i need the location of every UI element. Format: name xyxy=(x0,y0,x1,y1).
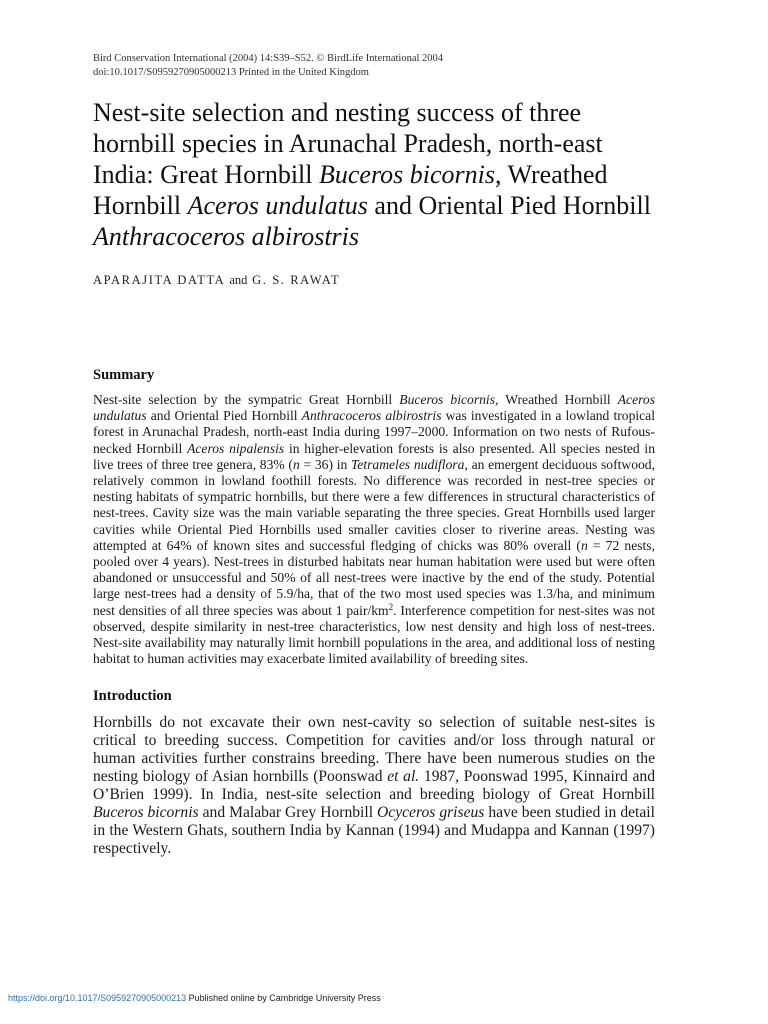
author-2: G. S. RAWAT xyxy=(252,273,341,287)
journal-header xyxy=(93,52,655,80)
introduction-paragraph xyxy=(93,714,655,858)
article-page xyxy=(93,52,655,858)
summary-italic-5: n xyxy=(292,456,300,472)
summary-paragraph xyxy=(93,392,655,667)
intro-text-1: Hornbills do not excavate their own nest-cavity so selection of suitable nest-sites is critical to breeding success. Competition for cavities and/or loss through natural or human activities further constrains breeding. There have been numerous studies on the nesting biology of Asian hornbills (Poonswad xyxy=(93,714,655,786)
journal-citation: Bird Conservation International (2004) 14:S39–S52. © BirdLife International 2004 xyxy=(93,53,444,64)
summary-text-9: . Interference competition for nest-sites was not observed, despite similarity in nest-tree characteristics, low nest density and high loss of nest-trees. Nest-site availability may naturally limit hornbill populations in the area, and additional loss of nesting habitat to human activities may exacerbate limited availability of breeding sites. xyxy=(93,602,655,667)
page-footer xyxy=(8,993,381,1003)
summary-text-8: = 72 nests, pooled over 4 years). Nest-trees in disturbed habitats near human habitation were used but were often abandoned or unsuccessful and 50% of all nest-trees were inactive by the end of the study. Potential large nest-trees had a density of 5.9/ha, that of the two most used species was 1.3/ha, and minimum nest densities of all three species was about 1 pair/km xyxy=(93,537,655,618)
intro-italic-3: Ocyceros griseus xyxy=(377,804,485,822)
title-species-2: Aceros undulatus xyxy=(187,191,368,220)
intro-text-2: 1987, Poonswad 1995, Kinnaird and O’Brien 1999). In India, nest-site selection and breeding biology of Great Hornbill xyxy=(93,768,655,804)
summary-italic-7: n xyxy=(580,537,588,553)
intro-text-3: and Malabar Grey Hornbill xyxy=(198,804,378,822)
published-note: Published online by Cambridge University Press xyxy=(186,993,381,1003)
title-species-1: Buceros bicornis xyxy=(319,160,495,189)
author-conjunction: and xyxy=(229,273,248,287)
summary-italic-4: Aceros nipalensis xyxy=(187,440,285,456)
summary-text-2: , Wreathed Hornbill xyxy=(494,392,618,407)
title-text-1: Nest-site selection and nesting success of three hornbill species in Arunachal Pradesh, north-east India: Great Hornbill xyxy=(93,98,603,189)
title-species-3: Anthracoceros albirostris xyxy=(93,222,360,251)
journal-doi: doi:10.1017/S0959270905000213 Printed in the United Kingdom xyxy=(93,67,369,78)
intro-text-4: have been studied in detail in the Western Ghats, southern India by Kannan (1994) and Mudappa and Kannan (1997) respectively. xyxy=(93,804,655,858)
author-1: APARAJITA DATTA xyxy=(93,273,225,287)
author-list xyxy=(93,273,655,288)
summary-heading: Summary xyxy=(93,367,155,383)
intro-italic-1: et al. xyxy=(387,768,420,786)
introduction-heading: Introduction xyxy=(93,688,172,705)
summary-text-4: was investigated in a lowland tropical forest in Arunachal Pradesh, north-east India during 1997–2000. Information on two nests of Rufous-necked Hornbill xyxy=(93,408,655,456)
summary-text-7: , an emergent deciduous softwood, relatively common in lowland foothill forests. No difference was recorded in nest-tree species or nesting habitats of sympatric hornbills, but there were a few differences in structural characteristics of nest-trees. Cavity size was the main variable separating the three species. Great Hornbills used larger cavities while Oriental Pied Hornbills used smaller cavities closer to riverine areas. Nesting was attempted at 64% of known sites and successful fledging of chicks was 80% overall ( xyxy=(93,456,655,553)
summary-italic-1: Buceros bicornis xyxy=(399,392,495,407)
summary-italic-3: Anthracoceros albirostris xyxy=(301,408,442,424)
summary-italic-2: Aceros undulatus xyxy=(93,392,655,424)
summary-text-1: Nest-site selection by the sympatric Great Hornbill xyxy=(93,392,400,407)
summary-text-6: = 36) in xyxy=(299,456,351,472)
article-title xyxy=(93,97,655,252)
intro-italic-2: Buceros bicornis xyxy=(93,804,199,822)
doi-link[interactable]: https://doi.org/10.1017/S0959270905000213 xyxy=(8,993,187,1003)
title-text-2: , Wreathed Hornbill xyxy=(93,160,608,220)
summary-text-3: and Oriental Pied Hornbill xyxy=(146,408,302,424)
summary-italic-6: Tetrameles nudiflora xyxy=(350,456,465,472)
summary-superscript: 2 xyxy=(388,601,394,612)
title-text-3: and Oriental Pied Hornbill xyxy=(367,191,651,220)
summary-text-5: in higher-elevation forests is also presented. All species nested in live trees of three tree genera, 83% ( xyxy=(93,440,656,472)
